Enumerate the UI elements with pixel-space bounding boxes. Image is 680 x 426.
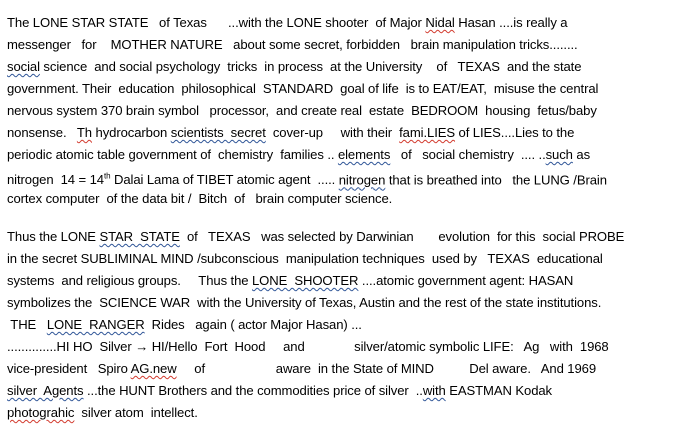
paragraph-2 — [7, 226, 675, 424]
text-line: symbolizes the SCIENCE WAR with the University of Texas, Austin and the rest of the state institutions. — [7, 295, 602, 310]
text-line: vice-president Spiro AG.new of aware in the State of MIND Del aware. And 1969 — [7, 361, 597, 376]
text-line: photograhic silver atom intellect. — [7, 405, 198, 420]
text-line: ..............HI HO Silver → HI/Hello Fort Hood and silver/atomic symbolic LIFE: Ag with 1968 — [7, 339, 609, 354]
text-line: systems and religious groups. Thus the LONE SHOOTER ....atomic government agent: HASAN — [7, 273, 574, 288]
text-line: messenger for MOTHER NATURE about some secret, forbidden brain manipulation tricks........ — [7, 37, 578, 52]
grammar-flag: silver Agents — [7, 383, 84, 398]
spell-error: AG.new — [130, 361, 177, 376]
grammar-flag: social — [7, 59, 40, 74]
spell-error: photograhic — [7, 405, 75, 420]
grammar-flag: with — [422, 383, 446, 398]
text-line: cortex computer of the data bit / Bitch of brain computer science. — [7, 191, 393, 206]
spell-error: Th — [76, 125, 92, 140]
paragraph-1 — [7, 12, 675, 210]
text-line: periodic atomic table government of chemistry families .. elements of social chemistry .... ..such as — [7, 147, 591, 162]
grammar-flag: LONE RANGER — [46, 317, 145, 332]
text-line: nonsense. Th hydrocarbon scientists secret cover-up with their fami.LIES of LIES....Lies to the — [7, 125, 575, 140]
text-line: The LONE STAR STATE of Texas ...with the LONE shooter of Major Nidal Hasan ....is really a — [7, 15, 568, 30]
text-line: silver Agents ...the HUNT Brothers and the commodities price of silver ..with EASTMAN Kodak — [7, 383, 553, 398]
grammar-flag: scientists secret — [170, 125, 266, 140]
grammar-flag: such — [545, 147, 573, 162]
spell-error: Nidal — [425, 15, 455, 30]
text-line: nervous system 370 brain symbol processor, and create real estate BEDROOM housing fetus/baby — [7, 103, 597, 118]
text-line: nitrogen 14 = 14th Dalai Lama of TIBET atomic agent ..... nitrogen that is breathed into the LUNG /Brain — [7, 172, 607, 188]
grammar-flag: STAR STATE — [99, 229, 180, 244]
text-line: government. Their education philosophical STANDARD goal of life is to EAT/EAT, misuse the central — [7, 81, 599, 96]
spell-error: fami.LIES — [399, 125, 456, 140]
grammar-flag: nitrogen — [338, 172, 386, 188]
text-line: in the secret SUBLIMINAL MIND /subconscious manipulation techniques used by TEXAS educational — [7, 251, 603, 266]
grammar-flag: LONE SHOOTER — [252, 273, 359, 288]
grammar-flag: elements — [337, 147, 391, 162]
text-line: THE LONE RANGER Rides again ( actor Major Hasan) ... — [7, 317, 362, 332]
text-line: social science and social psychology tricks in process at the University of TEXAS and the state — [7, 59, 582, 74]
text-line: Thus the LONE STAR STATE of TEXAS was selected by Darwinian evolution for this social PROBE — [7, 229, 625, 244]
